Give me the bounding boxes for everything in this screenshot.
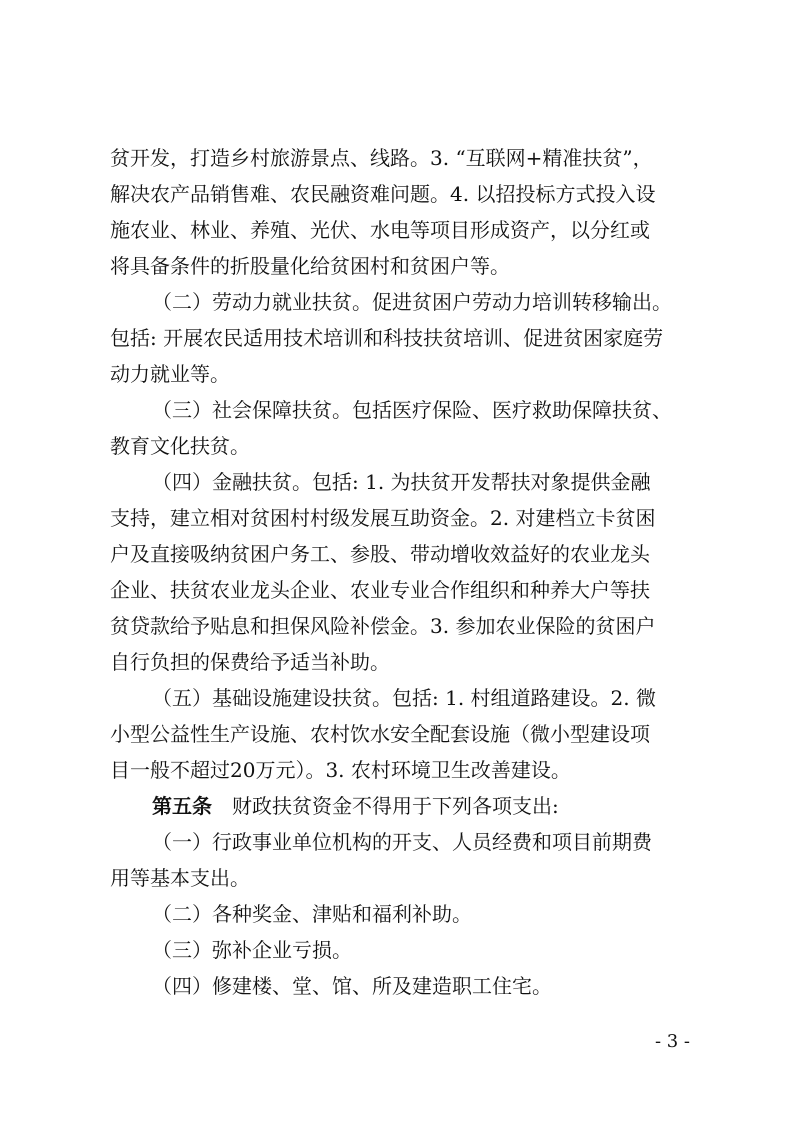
text-line: 企业、扶贫农业龙头企业、农业专业合作组织和种养大户等扶 bbox=[110, 578, 650, 602]
paragraph-start-line: （二）各种奖金、津贴和福利补助。 bbox=[152, 902, 472, 926]
paragraph-start-line: （四）金融扶贫。包括: 1. 为扶贫开发帮扶对象提供金融 bbox=[152, 470, 651, 494]
article-heading: 第五条 bbox=[152, 794, 212, 818]
text-line: 施农业、林业、养殖、光伏、水电等项目形成资产，以分红或 bbox=[110, 218, 650, 242]
paragraph-start-line: （二）劳动力就业扶贫。促进贫困户劳动力培训转移输出。 bbox=[152, 290, 672, 314]
text-line: 小型公益性生产设施、农村饮水安全配套设施（微小型建设项 bbox=[110, 722, 650, 746]
text-line: 将具备条件的折股量化给贫困村和贫困户等。 bbox=[110, 254, 510, 278]
paragraph-start-line: （五）基础设施建设扶贫。包括: 1. 村组道路建设。2. 微 bbox=[152, 686, 656, 710]
page-number: - 3 - bbox=[654, 1031, 690, 1052]
text-line: 自行负担的保费给予适当补助。 bbox=[110, 650, 390, 674]
text-line: 包括: 开展农民适用技术培训和科技扶贫培训、促进贫困家庭劳 bbox=[110, 326, 664, 350]
paragraph-start-line: （三）弥补企业亏损。 bbox=[152, 938, 352, 962]
text-line: 动力就业等。 bbox=[110, 362, 230, 386]
article-heading-line bbox=[152, 788, 692, 824]
text-line: 支持，建立相对贫困村村级发展互助资金。2. 对建档立卡贫困 bbox=[110, 506, 656, 530]
text-line: 贫开发，打造乡村旅游景点、线路。3. “互联网+精准扶贫”， bbox=[110, 146, 653, 170]
text-line: 用等基本支出。 bbox=[110, 866, 250, 890]
paragraph-start-line: （一）行政事业单位机构的开支、人员经费和项目前期费 bbox=[152, 830, 652, 854]
text-line: 贫贷款给予贴息和担保风险补偿金。3. 参加农业保险的贫困户 bbox=[110, 614, 656, 638]
text-line: 解决农产品销售难、农民融资难问题。4. 以招投标方式投入设 bbox=[110, 182, 656, 206]
article-text: 财政扶贫资金不得用于下列各项支出: bbox=[232, 794, 559, 818]
text-line: 目一般不超过20万元）。3. 农村环境卫生改善建设。 bbox=[110, 758, 571, 782]
text-line: 户及直接吸纳贫困户务工、参股、带动增收效益好的农业龙头 bbox=[110, 542, 650, 566]
paragraph-start-line: （三）社会保障扶贫。包括医疗保险、医疗救助保障扶贫、 bbox=[152, 398, 672, 422]
paragraph-start-line: （四）修建楼、堂、馆、所及建造职工住宅。 bbox=[152, 974, 552, 998]
text-line: 教育文化扶贫。 bbox=[110, 434, 250, 458]
